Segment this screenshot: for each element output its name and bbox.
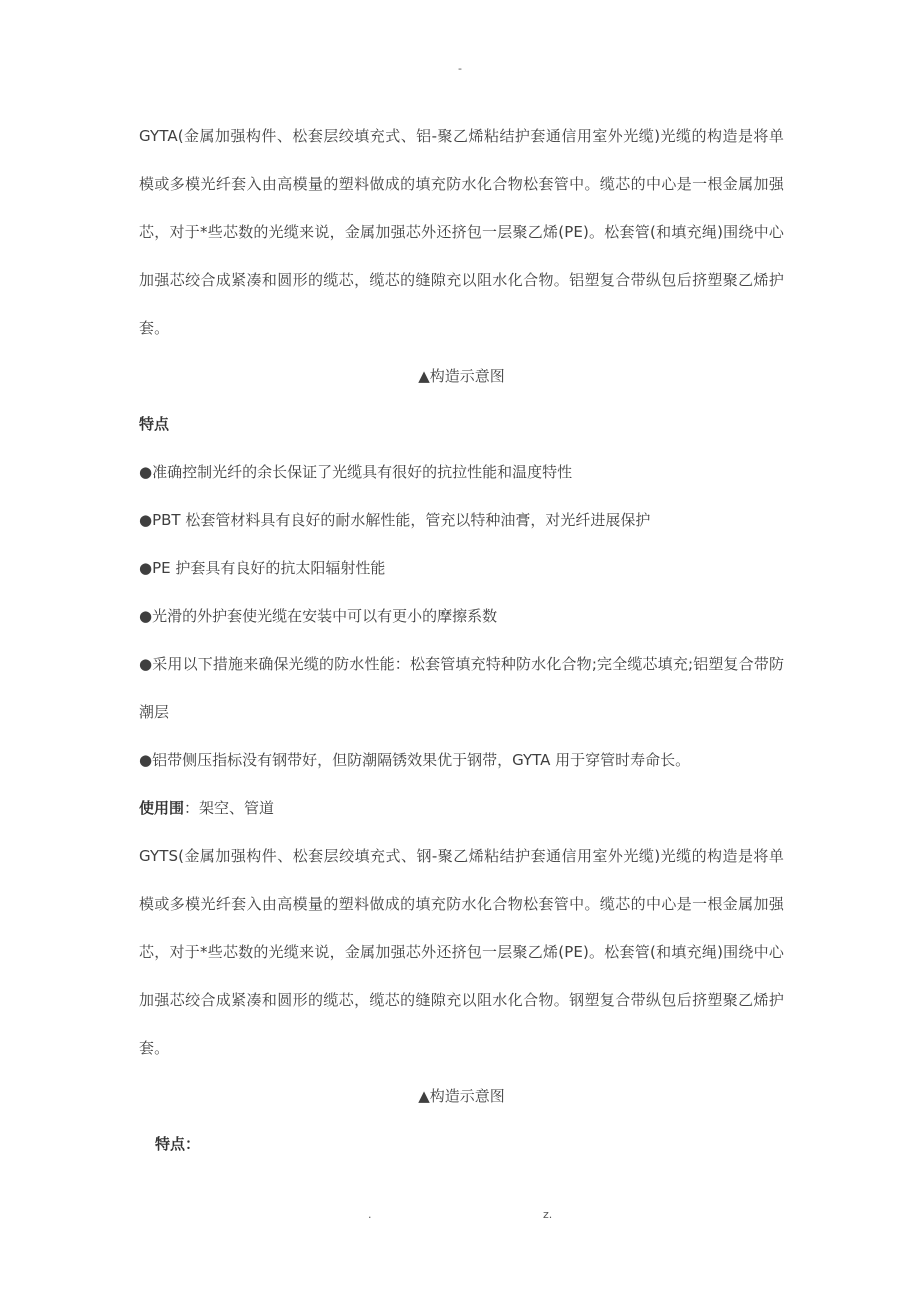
feature-bullet-6: ●铝带侧压指标没有钢带好，但防潮隔锈效果优于钢带，GYTA 用于穿管时寿命长。 bbox=[139, 751, 691, 769]
header-mark: - bbox=[458, 62, 462, 75]
feature-bullet-5: ●采用以下措施来确保光缆的防水性能：松套管填充特种防水化合物;完全缆芯填充;铝塑复合带防潮层 bbox=[139, 655, 784, 721]
feature-bullet-3: ●PE 护套具有良好的抗太阳辐射性能 bbox=[139, 559, 386, 577]
feature-bullet-4: ●光滑的外护套使光缆在安装中可以有更小的摩擦系数 bbox=[139, 607, 498, 625]
usage-range-label: 使用围 bbox=[139, 799, 185, 817]
footer-mark-left: . bbox=[368, 1208, 372, 1221]
gyts-features-heading: 特点： bbox=[155, 1135, 201, 1153]
feature-bullet-1: ●准确控制光纤的余长保证了光缆具有很好的抗拉性能和温度特性 bbox=[139, 463, 573, 481]
gyts-intro-paragraph: GYTS(金属加强构件、松套层绞填充式、钢-聚乙烯粘结护套通信用室外光缆)光缆的构造是将单模或多模光纤套入由高模量的塑料做成的填充防水化合物松套管中。缆芯的中心是一根金属加强芯，对于*些芯数的光缆来说，金属加强芯外还挤包一层聚乙烯(PE)。松套管(和填充绳)围绕中心加强芯绞合成紧凑和圆形的缆芯，缆芯的缝隙充以阻水化合物。钢塑复合带纵包后挤塑聚乙烯护套。 bbox=[139, 847, 784, 1057]
gyta-figure-caption: ▲构造示意图 bbox=[418, 367, 505, 385]
footer-mark-right: z. bbox=[543, 1208, 553, 1221]
document-body bbox=[139, 112, 784, 1168]
gyta-intro-paragraph: GYTA(金属加强构件、松套层绞填充式、铝-聚乙烯粘结护套通信用室外光缆)光缆的构造是将单模或多模光纤套入由高模量的塑料做成的填充防水化合物松套管中。缆芯的中心是一根金属加强芯，对于*些芯数的光缆来说，金属加强芯外还挤包一层聚乙烯(PE)。松套管(和填充绳)围绕中心加强芯绞合成紧凑和圆形的缆芯，缆芯的缝隙充以阻水化合物。铝塑复合带纵包后挤塑聚乙烯护套。 bbox=[139, 127, 784, 337]
gyts-figure-caption: ▲构造示意图 bbox=[418, 1087, 505, 1105]
gyta-features-heading: 特点 bbox=[139, 415, 170, 433]
usage-range-value: ：架空、管道 bbox=[184, 799, 275, 817]
usage-range-line bbox=[139, 784, 784, 832]
feature-bullet-2: ●PBT 松套管材料具有良好的耐水解性能，管充以特种油膏，对光纤进展保护 bbox=[139, 511, 651, 529]
